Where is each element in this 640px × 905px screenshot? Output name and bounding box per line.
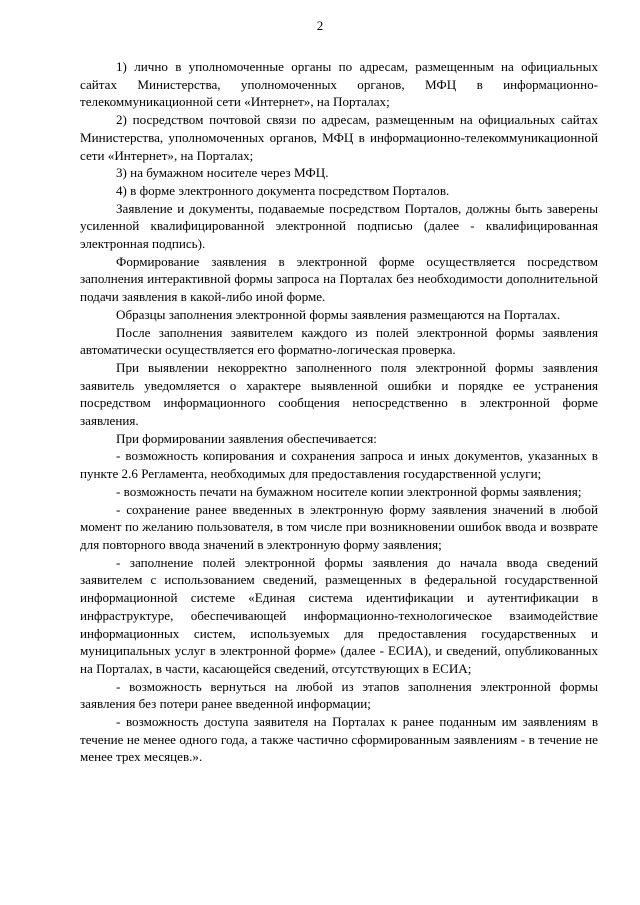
paragraph-item-3: 3) на бумажном носителе через МФЦ.: [116, 165, 329, 181]
paragraph-item-1: 1) лично в уполномоченные органы по адресам, размещенным на официальных сайтах Министерства, уполномоченных органов, МФЦ в информационно-телекоммуникационной сети «Интернет», на Порталах;: [80, 59, 598, 110]
list-item-access-history: - возможность доступа заявителя на Порталах к ранее поданным им заявлениям в течение не менее одного года, а также частично сформированным заявлениям - в течение не менее трех месяцев.».: [80, 714, 598, 765]
document-body: [80, 58, 598, 766]
paragraph-form-filling: Формирование заявления в электронной форме осуществляется посредством заполнения интерактивной формы запроса на Порталах без необходимости дополнительной подачи заявления в какой-либо иной форме.: [80, 253, 598, 305]
paragraph-provisions-intro: При формировании заявления обеспечивается:: [116, 430, 377, 446]
page-number: 2: [316, 18, 324, 33]
list-item-save-values: - сохранение ранее введенных в электронную форму заявления значений в любой момент по желанию пользователя, в том числе при возникновении ошибок ввода и возврате для повторного ввода значений в электронную форму заявления;: [80, 501, 598, 552]
list-item-copy-save: - возможность копирования и сохранения запроса и иных документов, указанных в пункте 2.6 Регламента, необходимых для предоставления государственной услуги;: [80, 448, 598, 482]
paragraph-signature-requirement: Заявление и документы, подаваемые посредством Порталов, должны быть заверены усиленной квалифицированной электронной подписью (далее - квалифицированная электронная подпись).: [80, 200, 598, 252]
list-item-prefill: - заполнение полей электронной формы заявления до начала ввода сведений заявителем с использованием сведений, размещенных в федеральной государственной информационной системе «Единая система идентификации и аутентификации в инфраструктуре, обеспечивающей информационно-технологическое взаимодействие информационных систем, используемых для предоставления государственных и муниципальных услуг в электронной форме» (далее - ЕСИА), и сведений, опубликованных на Порталах, в части, касающейся сведений, отсутствующих в ЕСИА;: [80, 554, 598, 676]
list-item-print: - возможность печати на бумажном носителе копии электронной формы заявления;: [116, 483, 582, 499]
paragraph-samples: Образцы заполнения электронной формы заявления размещаются на Порталах.: [116, 306, 561, 322]
paragraph-item-4: 4) в форме электронного документа посредством Порталов.: [116, 182, 450, 198]
paragraph-item-2: 2) посредством почтовой связи по адресам, размещенным на официальных сайтах Министерства, уполномоченных органов, МФЦ в информационно-телекоммуникационной сети «Интернет», на Порталах;: [80, 112, 598, 163]
paragraph-error-notification: При выявлении некорректно заполненного поля электронной формы заявления заявитель уведомляется о характере выявленной ошибки и порядке ее устранения посредством информационного сообщения непосредственно в электронной форме заявления.: [80, 359, 598, 429]
paragraph-format-check: После заполнения заявителем каждого из полей электронной формы заявления автоматически осуществляется его форматно-логическая проверка.: [80, 324, 598, 358]
list-item-return-steps: - возможность вернуться на любой из этапов заполнения электронной формы заявления без потери ранее введенной информации;: [80, 678, 598, 712]
